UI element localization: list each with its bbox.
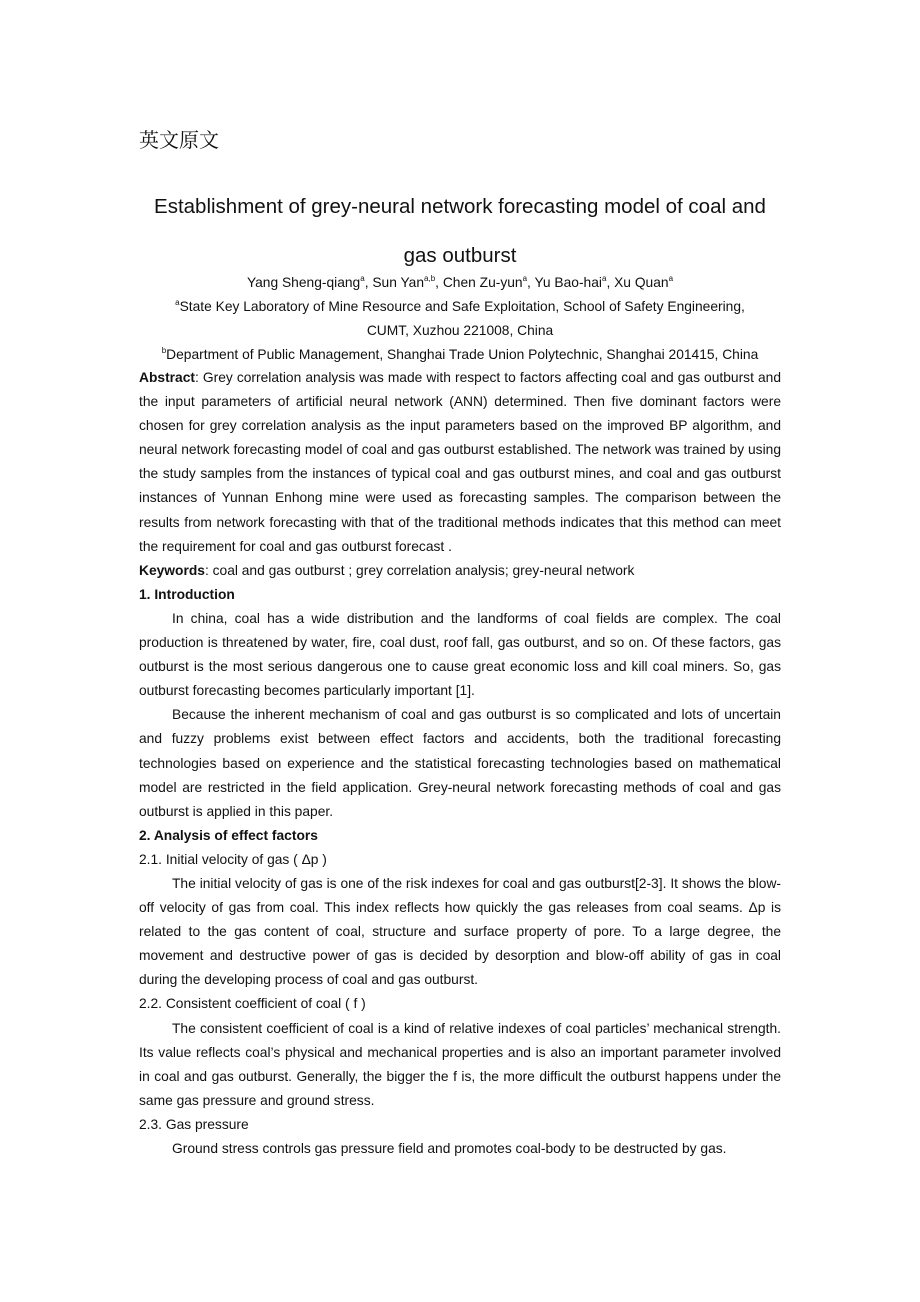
section-heading: 2. Analysis of effect factors (139, 827, 318, 843)
affiliation-text: Department of Public Management, Shanghai Trade Union Polytechnic, Shanghai 201415, China (166, 347, 759, 362)
author-name: Yu Bao-hai (534, 275, 602, 290)
author-mark: a (668, 274, 674, 283)
keywords-label: Keywords (139, 562, 205, 578)
author-mark: a (522, 274, 528, 283)
paper-body (139, 366, 781, 1161)
author-mark: a (360, 274, 365, 283)
title-line-1: Establishment of grey-neural network forecasting model of coal and (154, 195, 766, 218)
affiliation-b (139, 343, 781, 367)
author-mark: a,b (424, 274, 436, 283)
paragraph: Because the inherent mechanism of coal and gas outburst is so complicated and lots of uncertain and fuzzy problems exist between effect factors and accidents, both the traditional forecasting technologies based on experience and the statistical forecasting technologies based on mathematical model are restricted in the field application. Grey-neural network forecasting methods of coal and gas outburst is applied in this paper. (139, 707, 781, 819)
author-name: Sun Yan (372, 275, 425, 290)
author-name: Chen Zu-yun (442, 275, 523, 290)
affiliation-mark: b (161, 346, 167, 355)
section-heading: 1. Introduction (139, 586, 235, 602)
subsection-heading: 2.3. Gas pressure (139, 1116, 249, 1132)
keywords (139, 559, 781, 583)
paragraph: The consistent coefficient of coal is a kind of relative indexes of coal particles’ mechanical strength. Its value reflects coal’s physical and mechanical properties and is also an important parameter involved in coal and gas outburst. Generally, the bigger the f is, the more difficult the outburst happens under the same gas pressure and ground stress. (139, 1020, 781, 1108)
affiliation-text: CUMT, Xuzhou 221008, China (366, 323, 554, 338)
paragraph: In china, coal has a wide distribution and the landforms of coal fields are complex. The coal production is threatened by water, fire, coal dust, roof fall, gas outburst, and so on. Of these factors, gas outburst is the most serious dangerous one to cause great economic loss and kill coal miners. So, gas outburst forecasting becomes particularly important [1]. (139, 610, 781, 699)
author-list: Yang Sheng-qiang$^a$, Sun Yan$^{a,b}$, Chen Zu-yun$^a$, Yu Bao-hai$^a$, Xu Quan$^a$ (246, 274, 674, 290)
paragraph: Ground stress controls gas pressure field and promotes coal-body to be destructed by gas. (172, 1141, 727, 1156)
affiliation-mark: a (175, 298, 180, 307)
abstract-label: Abstract (139, 370, 195, 385)
subsection-heading: 2.2. Consistent coefficient of coal ( f ) (139, 996, 366, 1012)
author-name: Yang Sheng-qiang (246, 275, 361, 290)
keywords-text: : coal and gas outburst ; grey correlation analysis; grey-neural network (204, 562, 635, 578)
paragraph: The initial velocity of gas is one of the risk indexes for coal and gas outburst[2-3]. It shows the blow-off velocity of gas from coal. This index reflects how quickly the gas releases from coal seams. Δp is related to the gas content of coal, structure and surface property of pore. To a large degree, the movement and destructive power of gas is decided by desorption and blow-off ability of gas in coal during the developing process of coal and gas outburst. (139, 875, 781, 988)
paper-title (135, 182, 785, 280)
title-line-2: gas outburst (403, 244, 517, 267)
subsection-heading: 2.1. Initial velocity of gas ( Δp ) (139, 851, 327, 867)
affiliation-a (139, 295, 781, 343)
abstract (139, 366, 781, 559)
author-name: Xu Quan (614, 275, 669, 290)
abstract-text: : Grey correlation analysis was made with respect to factors affecting coal and gas outburst and the input parameters of artificial neural network (ANN) determined. Then five dominant factors were chosen for grey correlation analysis as the input parameters based on the improved BP algorithm, and neural network forecasting model of coal and gas outburst established. The network was trained by using the study samples from the instances of typical coal and gas outburst mines, and coal and gas outburst instances of Yunnan Enhong mine were used as forecasting samples. The comparison between the results from network forecasting with that of the traditional methods indicates that this method can meet the requirement for coal and gas outburst forecast . (139, 370, 781, 554)
section-label: 英文原文 (139, 128, 219, 152)
author-mark: a (601, 274, 607, 283)
affiliation-text: State Key Laboratory of Mine Resource and Safe Exploitation, School of Safety Engineering, (179, 299, 745, 314)
